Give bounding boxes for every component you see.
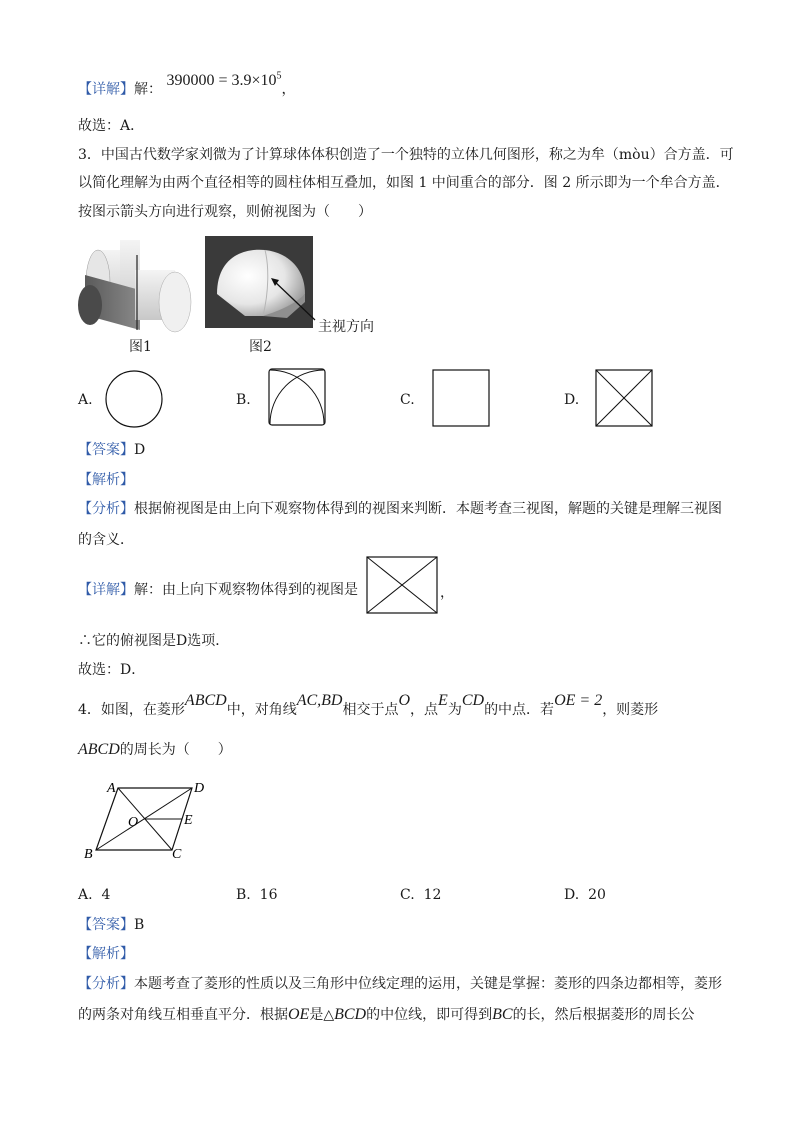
q4-line1: 4．如图，在菱形ABCD中，对角线AC,BD相交于点O，点E为CD的中点．若OE = 2，则菱形 [78, 692, 659, 718]
choice-prev: 故选：A． [78, 118, 145, 134]
q4-option-b: B. 16 [236, 887, 278, 903]
q4-option-d: D. 20 [564, 887, 606, 903]
q3-detail: 【详解】解：由上向下观察物体得到的视图是 [78, 582, 358, 598]
q3-detail-comma: ， [440, 585, 454, 601]
figure-2-caption: 图2 [249, 339, 272, 355]
q3-line1: 3．中国古代数学家刘微为了计算球体体积创造了一个独特的立体几何图形，称之为牟（mòu）合方盖．可 [78, 147, 734, 163]
label-O: O [128, 815, 139, 830]
figure-1-caption: 图1 [129, 339, 152, 355]
rhombus-figure [80, 778, 230, 868]
q3-therefore: ∴它的俯视图是D选项． [78, 633, 230, 649]
label-E: E [184, 813, 193, 828]
q3-choice: 故选：D． [78, 662, 146, 678]
q3-detail-square-cross-icon [366, 556, 438, 616]
q4-option-c: C. 12 [400, 887, 442, 903]
q3-option-c-label: C. [400, 392, 415, 408]
q3-option-b-label: B. [236, 392, 251, 408]
q3-option-a-circle-icon [105, 370, 165, 430]
q4-fenxi-line2: 的两条对角线互相垂直平分．根据OE是△BCD的中位线，即可得到BC的长，然后根据菱形的周长公 [78, 1006, 695, 1023]
q3-option-d-label: D. [564, 392, 580, 408]
q3-option-a-label: A. [78, 392, 93, 408]
q3-option-b-square-arcs-icon [268, 368, 328, 428]
q3-answer: 【答案】D [78, 442, 146, 458]
label-C: C [172, 847, 182, 862]
label-B: B [84, 847, 93, 862]
q4-analysis-tag: 【解析】 [78, 946, 134, 962]
figure-1-cylinders [80, 240, 195, 340]
detail-line-prev: 【详解】解： $390000 = 3.9\times 10^5$， [78, 71, 296, 98]
detail-prefix: 解： [134, 81, 162, 98]
arrow-label: 主视方向 [318, 319, 374, 335]
q4-fenxi-line1: 【分析】本题考查了菱形的性质以及三角形中位线定理的运用，关键是掌握：菱形的四条边都相等，菱形 [78, 976, 722, 992]
q4-option-a: A. 4 [78, 887, 111, 903]
q4-line2: ABCD的周长为（ ） [78, 741, 232, 758]
q3-line3: 按图示箭头方向进行观察，则俯视图为（ ） [78, 204, 372, 220]
figure-2-dome [205, 236, 315, 331]
q3-option-c-square-icon [432, 369, 492, 429]
label-D: D [194, 781, 205, 796]
q3-fenxi-line2: 的含义． [78, 532, 134, 548]
label-A: A [107, 781, 116, 796]
q3-option-d-square-cross-icon [595, 369, 655, 429]
q4-answer: 【答案】B [78, 917, 145, 933]
q3-fenxi-line1: 【分析】根据俯视图是由上向下观察物体得到的视图来判断．本题考查三视图，解题的关键是理解三视图 [78, 501, 722, 517]
q3-line2: 以简化理解为由两个直径相等的圆柱体相互叠加，如图 1 中间重合的部分．图 2 所示即为一个牟合方盖． [78, 175, 730, 191]
formula: $390000 = 3.9\times 10^5$ [166, 71, 282, 90]
q3-analysis-tag: 【解析】 [78, 472, 134, 488]
detail-tag: 【详解】 [78, 81, 134, 98]
